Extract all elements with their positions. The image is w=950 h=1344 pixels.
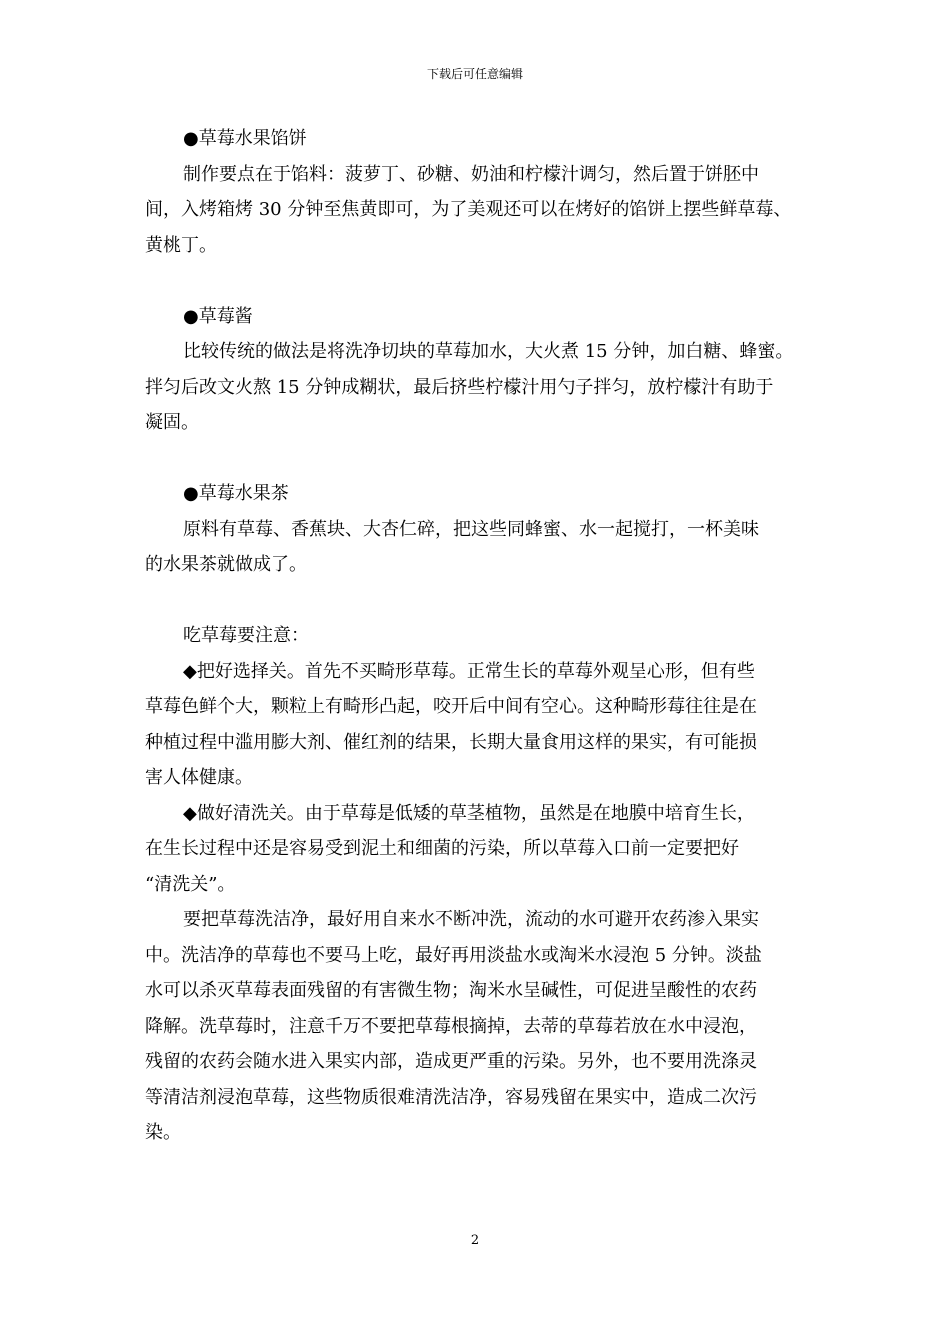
paragraph-line: 中。洗洁净的草莓也不要马上吃，最好再用淡盐水或淘米水浸泡 5 分钟。淡盐 (145, 944, 762, 966)
paragraph-line: 间，入烤箱烤 30 分钟至焦黄即可，为了美观还可以在烤好的馅饼上摆些鲜草莓、 (145, 199, 792, 220)
paragraph-line: 在生长过程中还是容易受到泥土和细菌的污染，所以草莓入口前一定要把好 (145, 838, 739, 859)
paragraph-line: 草莓色鲜个大，颗粒上有畸形凸起，咬开后中间有空心。这种畸形莓往往是在 (145, 696, 757, 717)
section-title-jam: ●草莓酱 (183, 305, 253, 327)
paragraph-line: 原料有草莓、香蕉块、大杏仁碎，把这些同蜂蜜、水一起搅打，一杯美味 (183, 518, 759, 540)
section-title-notes: 吃草莓要注意： (183, 625, 309, 646)
paragraph-line: 害人体健康。 (145, 767, 253, 788)
page-number: 2 (470, 1233, 480, 1248)
paragraph-line: 等清洁剂浸泡草莓，这些物质很难清洗洁净，容易残留在果实中，造成二次污 (145, 1086, 757, 1108)
paragraph-line: 凝固。 (145, 412, 199, 433)
blank-line (145, 441, 825, 477)
paragraph-line: 水可以杀灭草莓表面残留的有害微生物；淘米水呈碱性，可促进呈酸性的农药 (145, 980, 757, 1001)
paragraph-line: 的水果茶就做成了。 (145, 554, 307, 575)
paragraph-line: 残留的农药会随水进入果实内部，造成更严重的污染。另外，也不要用洗涤灵 (145, 1051, 757, 1072)
section-title-tea: ●草莓水果茶 (183, 483, 289, 504)
paragraph-line: 种植过程中滥用膨大剂、催红剂的结果，长期大量食用这样的果实，有可能损 (145, 731, 757, 753)
blank-line (145, 583, 825, 619)
paragraph-line: 拌匀后改文火熬 15 分钟成糊状，最后挤些柠檬汁用勺子拌匀，放柠檬汁有助于 (145, 376, 774, 398)
paragraph-line: 降解。洗草莓时，注意千万不要把草莓根摘掉，去蒂的草莓若放在水中浸泡， (145, 1015, 757, 1037)
paragraph-line: 制作要点在于馅料：菠萝丁、砂糖、奶油和柠檬汁调匀，然后置于饼胚中 (183, 163, 759, 185)
paragraph-line: “清洗关”。 (145, 873, 236, 895)
paragraph-line: ◆把好选择关。首先不买畸形草莓。正常生长的草莓外观呈心形，但有些 (183, 660, 755, 682)
paragraph-line: 比较传统的做法是将洗净切块的草莓加水，大火煮 15 分钟，加白糖、蜂蜜。 (183, 341, 794, 362)
section-title-pie: ●草莓水果馅饼 (183, 128, 307, 149)
blank-line (145, 263, 825, 299)
page-header: 下载后可任意编辑 (426, 67, 523, 81)
document-body (145, 121, 825, 1151)
paragraph-line: 黄桃丁。 (145, 234, 217, 256)
paragraph-line: 染。 (145, 1122, 181, 1143)
paragraph-line: 要把草莓洗洁净，最好用自来水不断冲洗，流动的水可避开农药渗入果实 (183, 909, 759, 930)
paragraph-line: ◆做好清洗关。由于草莓是低矮的草茎植物，虽然是在地膜中培育生长， (183, 802, 755, 824)
